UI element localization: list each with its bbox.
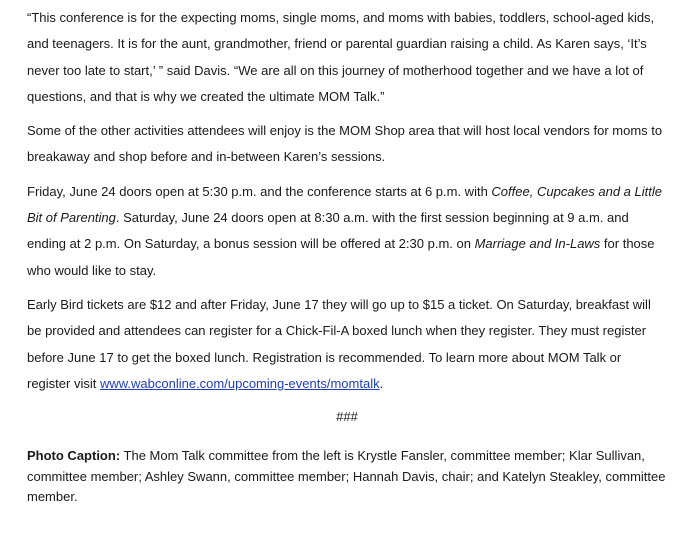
schedule-text-2: . Saturday, June 24 doors open at 8:30 a.m. with the first session beginning at 9 a.m. and ending at 2 p.m. On Saturday, a bonus session will be offered at 2:30 p.m. on bbox=[27, 210, 629, 252]
tickets-end: . bbox=[379, 375, 384, 391]
session-title-marriage: Marriage and In-Laws bbox=[474, 236, 601, 252]
photo-caption-text: The Mom Talk committee from the left is Krystle Fansler, committee member; Klar Sullivan, committee member; Ashley Swann, committee member; Hannah Davis, chair; and Katelyn Steakley, committee member. bbox=[27, 448, 666, 505]
tickets-paragraph bbox=[27, 292, 667, 397]
schedule-text-1: Friday, June 24 doors open at 5:30 p.m. and the conference starts at 6 p.m. with bbox=[27, 183, 492, 199]
section-separator: ### bbox=[336, 409, 358, 425]
tickets-text: Early Bird tickets are $12 and after Friday, June 17 they will go up to $15 a ticket. On Saturday, breakfast will be provided and attendees can register for a Chick-Fil-A boxed lunch when they register. They must register before June 17 to get the boxed lunch. Registration is recommended. To learn more about MOM Talk or register visit bbox=[27, 296, 651, 391]
schedule-paragraph bbox=[27, 179, 667, 284]
session-title-coffee: Coffee, Cupcakes and a Little Bit of Parenting bbox=[27, 183, 662, 226]
shop-paragraph: Some of the other activities attendees will enjoy is the MOM Shop area that will host local vendors for moms to breakaway and shop before and in-between Karen’s sessions. bbox=[27, 123, 663, 165]
momtalk-link[interactable]: www.wabconline.com/upcoming-events/momtalk bbox=[99, 375, 380, 391]
document-body bbox=[27, 5, 667, 508]
quote-paragraph: “This conference is for the expecting moms, single moms, and moms with babies, toddlers, school-aged kids, and teenagers. It is for the aunt, grandmother, friend or parental guardian raising a child. As Karen says, ‘It’s never too late to start,’ ” said Davis. “We are all on this journey of motherhood together and we have a lot of questions, and that is why we created the ultimate MOM Talk.” bbox=[27, 10, 655, 104]
schedule-text-3: for those who would like to stay. bbox=[27, 236, 655, 278]
photo-caption bbox=[27, 446, 667, 508]
photo-caption-label: Photo Caption: bbox=[27, 448, 121, 464]
